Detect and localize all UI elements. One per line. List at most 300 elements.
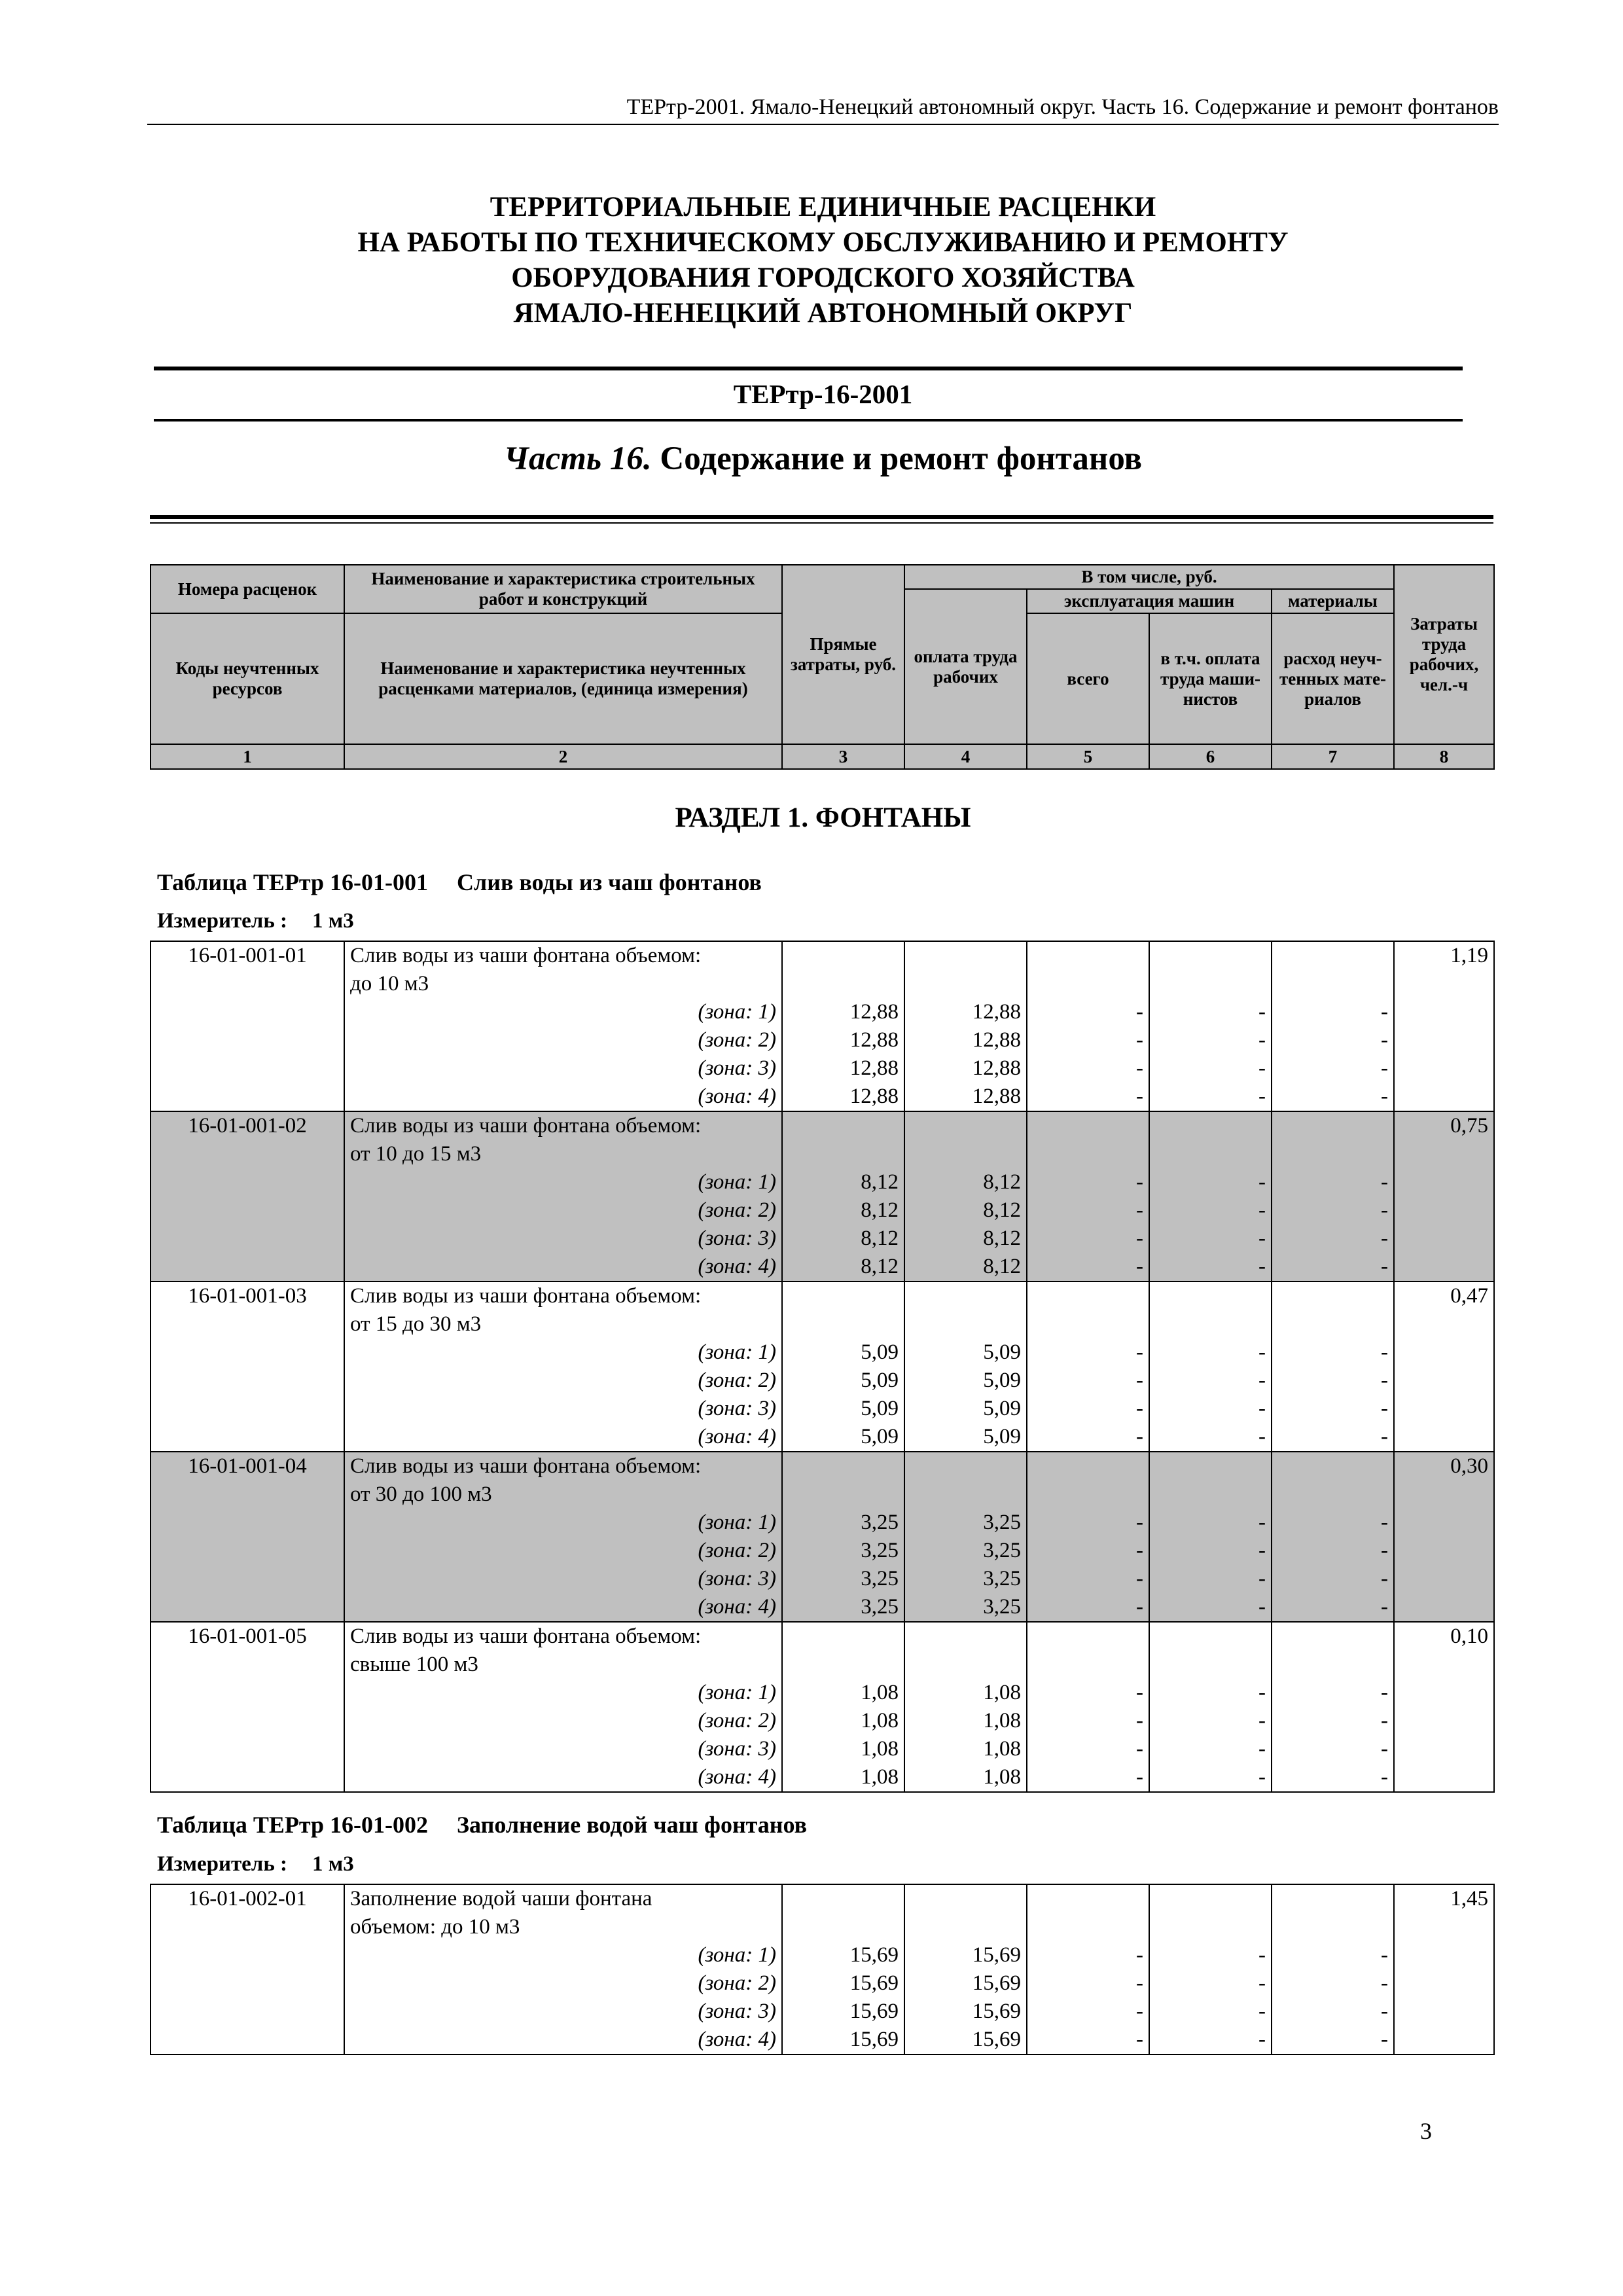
- rate-name-line: от 30 до 100 м3: [344, 1480, 782, 1509]
- empty-cell: [904, 1111, 1027, 1140]
- machine-cost: -: [1027, 1395, 1149, 1423]
- empty-cell: [151, 1913, 344, 1941]
- empty-cell: [904, 1480, 1027, 1509]
- wages: 1,08: [904, 1763, 1027, 1792]
- document-title: [147, 190, 1499, 331]
- material-cost: -: [1272, 1735, 1394, 1763]
- empty-cell: [1394, 998, 1494, 1026]
- rate-name-line: Слив воды из чаши фонтана объемом:: [344, 941, 782, 970]
- material-cost: -: [1272, 1593, 1394, 1622]
- empty-cell: [1394, 2026, 1494, 2054]
- zone-row: [151, 1537, 1494, 1565]
- direct-cost: 5,09: [782, 1395, 904, 1423]
- zone-row: [151, 1423, 1494, 1452]
- rate-name-line: Слив воды из чаши фонтана объемом:: [344, 1452, 782, 1480]
- zone-label: (зона: 4): [344, 1083, 782, 1111]
- zone-label: (зона: 2): [344, 1969, 782, 1998]
- empty-cell: [904, 1310, 1027, 1338]
- unit-label: Измеритель :: [157, 1852, 288, 1876]
- empty-cell: [151, 1253, 344, 1282]
- empty-cell: [1027, 1651, 1149, 1679]
- empty-cell: [151, 1707, 344, 1735]
- wages: 8,12: [904, 1196, 1027, 1225]
- material-cost: -: [1272, 1367, 1394, 1395]
- zone-row: [151, 998, 1494, 1026]
- wages: 3,25: [904, 1565, 1027, 1593]
- item-name-row: [151, 1310, 1494, 1338]
- operator-wages: -: [1149, 1196, 1272, 1225]
- zone-label: (зона: 3): [344, 1054, 782, 1083]
- empty-cell: [151, 1651, 344, 1679]
- wages: 3,25: [904, 1537, 1027, 1565]
- part-rule-thick: [150, 515, 1493, 519]
- machine-cost: -: [1027, 1338, 1149, 1367]
- wages: 15,69: [904, 1998, 1027, 2026]
- direct-cost: 12,88: [782, 1026, 904, 1054]
- rate-code: 16-01-001-02: [151, 1111, 344, 1140]
- zone-label: (зона: 3): [344, 1225, 782, 1253]
- empty-cell: [1149, 941, 1272, 970]
- operator-wages: -: [1149, 1367, 1272, 1395]
- empty-cell: [1272, 941, 1394, 970]
- title-line: ЯМАЛО-НЕНЕЦКИЙ АВТОНОМНЫЙ ОКРУГ: [513, 298, 1133, 329]
- header-work-name: Наименование и характеристика строительных работ и конструкций: [344, 565, 782, 613]
- unit-label: Измеритель :: [157, 909, 288, 933]
- rate-name-line: Слив воды из чаши фонтана объемом:: [344, 1282, 782, 1310]
- zone-label: (зона: 2): [344, 1367, 782, 1395]
- empty-cell: [782, 1913, 904, 1941]
- empty-cell: [1149, 1651, 1272, 1679]
- header-labor-costs: Затраты труда рабочих, чел.-ч: [1394, 565, 1494, 744]
- column-number: 1: [151, 744, 344, 769]
- machine-cost: -: [1027, 998, 1149, 1026]
- page-number: 3: [1420, 2118, 1432, 2144]
- empty-cell: [151, 1310, 344, 1338]
- machine-cost: -: [1027, 1707, 1149, 1735]
- empty-cell: [904, 1140, 1027, 1168]
- empty-cell: [1272, 1622, 1394, 1651]
- material-cost: -: [1272, 1253, 1394, 1282]
- machine-cost: -: [1027, 1735, 1149, 1763]
- empty-cell: [1394, 970, 1494, 998]
- unit-value: 1 м3: [312, 909, 354, 933]
- labor-cost: 0,10: [1394, 1622, 1494, 1651]
- operator-wages: -: [1149, 1168, 1272, 1196]
- empty-cell: [1394, 1593, 1494, 1622]
- zone-label: (зона: 2): [344, 1707, 782, 1735]
- zone-label: (зона: 4): [344, 1763, 782, 1792]
- empty-cell: [151, 1196, 344, 1225]
- wages: 8,12: [904, 1225, 1027, 1253]
- empty-cell: [151, 1083, 344, 1111]
- wages: 5,09: [904, 1423, 1027, 1452]
- empty-cell: [151, 1423, 344, 1452]
- empty-cell: [1149, 1884, 1272, 1913]
- item-name-row: [151, 1622, 1494, 1651]
- direct-cost: 15,69: [782, 1969, 904, 1998]
- zone-label: (зона: 4): [344, 2026, 782, 2054]
- title-rule-top: [154, 367, 1463, 370]
- zone-label: (зона: 4): [344, 1423, 782, 1452]
- machine-cost: -: [1027, 2026, 1149, 2054]
- rate-name-line: от 10 до 15 м3: [344, 1140, 782, 1168]
- empty-cell: [782, 1480, 904, 1509]
- empty-cell: [151, 1679, 344, 1707]
- empty-cell: [1027, 1884, 1149, 1913]
- empty-cell: [151, 1054, 344, 1083]
- empty-cell: [1394, 1913, 1494, 1941]
- item-name-row: [151, 1651, 1494, 1679]
- zone-row: [151, 1395, 1494, 1423]
- machine-cost: -: [1027, 1763, 1149, 1792]
- empty-cell: [151, 1338, 344, 1367]
- unit-value: 1 м3: [312, 1852, 354, 1876]
- zone-label: (зона: 2): [344, 1537, 782, 1565]
- rate-code: 16-01-001-03: [151, 1282, 344, 1310]
- empty-cell: [782, 941, 904, 970]
- zone-row: [151, 1593, 1494, 1622]
- empty-cell: [151, 1026, 344, 1054]
- direct-cost: 1,08: [782, 1763, 904, 1792]
- rates-table-body: [151, 1884, 1494, 2054]
- direct-cost: 1,08: [782, 1707, 904, 1735]
- wages: 8,12: [904, 1168, 1027, 1196]
- item-name-row: [151, 941, 1494, 970]
- empty-cell: [1149, 1452, 1272, 1480]
- wages: 5,09: [904, 1395, 1027, 1423]
- empty-cell: [904, 1884, 1027, 1913]
- machine-cost: -: [1027, 1593, 1149, 1622]
- operator-wages: -: [1149, 1565, 1272, 1593]
- operator-wages: -: [1149, 998, 1272, 1026]
- empty-cell: [1027, 1452, 1149, 1480]
- direct-cost: 5,09: [782, 1423, 904, 1452]
- column-number: 2: [344, 744, 782, 769]
- empty-cell: [1272, 1651, 1394, 1679]
- zone-label: (зона: 2): [344, 1026, 782, 1054]
- machine-cost: -: [1027, 1196, 1149, 1225]
- direct-cost: 15,69: [782, 2026, 904, 2054]
- machine-cost: -: [1027, 1565, 1149, 1593]
- empty-cell: [151, 2026, 344, 2054]
- zone-label: (зона: 3): [344, 1998, 782, 2026]
- item-name-row: [151, 1111, 1494, 1140]
- table-name: Слив воды из чаш фонтанов: [457, 869, 762, 895]
- empty-cell: [1272, 1452, 1394, 1480]
- direct-cost: 15,69: [782, 1998, 904, 2026]
- title-rule-bottom: [154, 419, 1463, 422]
- operator-wages: -: [1149, 1395, 1272, 1423]
- empty-cell: [1272, 970, 1394, 998]
- operator-wages: -: [1149, 1735, 1272, 1763]
- empty-cell: [1394, 1565, 1494, 1593]
- machine-cost: -: [1027, 1423, 1149, 1452]
- material-cost: -: [1272, 1423, 1394, 1452]
- operator-wages: -: [1149, 1338, 1272, 1367]
- machine-cost: -: [1027, 1253, 1149, 1282]
- empty-cell: [151, 1480, 344, 1509]
- zone-label: (зона: 4): [344, 1253, 782, 1282]
- operator-wages: -: [1149, 1593, 1272, 1622]
- machine-cost: -: [1027, 1998, 1149, 2026]
- empty-cell: [151, 1941, 344, 1969]
- material-cost: -: [1272, 2026, 1394, 2054]
- zone-label: (зона: 1): [344, 1509, 782, 1537]
- empty-cell: [1394, 1480, 1494, 1509]
- header-materials: материалы: [1272, 589, 1394, 613]
- zone-row: [151, 1763, 1494, 1792]
- wages: 12,88: [904, 1083, 1027, 1111]
- item-name-row: [151, 1452, 1494, 1480]
- zone-row: [151, 1225, 1494, 1253]
- empty-cell: [1394, 1168, 1494, 1196]
- material-cost: -: [1272, 1509, 1394, 1537]
- column-header-table: [150, 564, 1495, 770]
- empty-cell: [782, 1452, 904, 1480]
- material-cost: -: [1272, 1969, 1394, 1998]
- direct-cost: 3,25: [782, 1509, 904, 1537]
- empty-cell: [782, 1622, 904, 1651]
- header-rate-numbers: Номера расценок: [151, 565, 344, 613]
- empty-cell: [1027, 1913, 1149, 1941]
- table-code: Таблица ТЕРтр 16-01-002: [157, 1812, 429, 1838]
- material-cost: -: [1272, 1941, 1394, 1969]
- material-cost: -: [1272, 1026, 1394, 1054]
- empty-cell: [1027, 941, 1149, 970]
- zone-row: [151, 1026, 1494, 1054]
- rate-name-line: от 15 до 30 м3: [344, 1310, 782, 1338]
- direct-cost: 8,12: [782, 1168, 904, 1196]
- rate-name-line: свыше 100 м3: [344, 1651, 782, 1679]
- zone-row: [151, 1367, 1494, 1395]
- machine-cost: -: [1027, 1679, 1149, 1707]
- operator-wages: -: [1149, 1083, 1272, 1111]
- empty-cell: [1394, 1225, 1494, 1253]
- machine-cost: -: [1027, 1537, 1149, 1565]
- zone-label: (зона: 1): [344, 1679, 782, 1707]
- zone-label: (зона: 1): [344, 1338, 782, 1367]
- rate-code: 16-01-002-01: [151, 1884, 344, 1913]
- direct-cost: 1,08: [782, 1679, 904, 1707]
- empty-cell: [151, 1969, 344, 1998]
- empty-cell: [1149, 1310, 1272, 1338]
- table-unit: [157, 1852, 354, 1876]
- zone-label: (зона: 3): [344, 1735, 782, 1763]
- empty-cell: [904, 1651, 1027, 1679]
- zone-label: (зона: 1): [344, 1168, 782, 1196]
- operator-wages: -: [1149, 1998, 1272, 2026]
- operator-wages: -: [1149, 1509, 1272, 1537]
- empty-cell: [1394, 1941, 1494, 1969]
- rate-code: 16-01-001-04: [151, 1452, 344, 1480]
- wages: 15,69: [904, 1941, 1027, 1969]
- direct-cost: 5,09: [782, 1338, 904, 1367]
- operator-wages: -: [1149, 2026, 1272, 2054]
- machine-cost: -: [1027, 1026, 1149, 1054]
- zone-row: [151, 1054, 1494, 1083]
- machine-cost: -: [1027, 1083, 1149, 1111]
- empty-cell: [151, 1763, 344, 1792]
- empty-cell: [1394, 1367, 1494, 1395]
- table-caption: [157, 869, 762, 896]
- direct-cost: 3,25: [782, 1565, 904, 1593]
- rate-code: 16-01-001-05: [151, 1622, 344, 1651]
- rate-name-line: Слив воды из чаши фонтана объемом:: [344, 1111, 782, 1140]
- item-name-row: [151, 1140, 1494, 1168]
- table-unit: [157, 909, 354, 933]
- machine-cost: -: [1027, 1509, 1149, 1537]
- empty-cell: [1394, 1509, 1494, 1537]
- empty-cell: [1394, 1679, 1494, 1707]
- table-name: Заполнение водой чаш фонтанов: [457, 1812, 808, 1838]
- wages: 5,09: [904, 1367, 1027, 1395]
- rates-table: [150, 941, 1495, 1793]
- material-cost: -: [1272, 1537, 1394, 1565]
- empty-cell: [151, 1537, 344, 1565]
- operator-wages: -: [1149, 1225, 1272, 1253]
- wages: 3,25: [904, 1593, 1027, 1622]
- empty-cell: [782, 1282, 904, 1310]
- direct-cost: 8,12: [782, 1196, 904, 1225]
- empty-cell: [1149, 1480, 1272, 1509]
- empty-cell: [1272, 1884, 1394, 1913]
- empty-cell: [782, 1310, 904, 1338]
- wages: 3,25: [904, 1509, 1027, 1537]
- empty-cell: [1149, 1140, 1272, 1168]
- empty-cell: [1272, 1310, 1394, 1338]
- empty-cell: [1027, 970, 1149, 998]
- wages: 12,88: [904, 1054, 1027, 1083]
- empty-cell: [782, 970, 904, 998]
- empty-cell: [1149, 1913, 1272, 1941]
- empty-cell: [904, 941, 1027, 970]
- material-cost: -: [1272, 1196, 1394, 1225]
- rate-name-line: до 10 м3: [344, 970, 782, 998]
- empty-cell: [151, 1565, 344, 1593]
- column-number: 4: [904, 744, 1027, 769]
- title-line: НА РАБОТЫ ПО ТЕХНИЧЕСКОМУ ОБСЛУЖИВАНИЮ И РЕМОНТУ: [357, 227, 1289, 258]
- zone-row: [151, 1679, 1494, 1707]
- empty-cell: [151, 1140, 344, 1168]
- header-total: всего: [1027, 613, 1149, 744]
- zone-label: (зона: 1): [344, 998, 782, 1026]
- item-name-row: [151, 970, 1494, 998]
- empty-cell: [1394, 1310, 1494, 1338]
- direct-cost: 12,88: [782, 1083, 904, 1111]
- zone-label: (зона: 1): [344, 1941, 782, 1969]
- machine-cost: -: [1027, 1941, 1149, 1969]
- empty-cell: [151, 998, 344, 1026]
- running-header: ТЕРтр-2001. Ямало-Ненецкий автономный округ. Часть 16. Содержание и ремонт фонтанов: [147, 95, 1499, 125]
- empty-cell: [151, 1395, 344, 1423]
- empty-cell: [1394, 1253, 1494, 1282]
- empty-cell: [151, 1225, 344, 1253]
- direct-cost: 8,12: [782, 1253, 904, 1282]
- empty-cell: [151, 970, 344, 998]
- material-cost: -: [1272, 1763, 1394, 1792]
- operator-wages: -: [1149, 1707, 1272, 1735]
- machine-cost: -: [1027, 1969, 1149, 1998]
- direct-cost: 1,08: [782, 1735, 904, 1763]
- wages: 5,09: [904, 1338, 1027, 1367]
- operator-wages: -: [1149, 1941, 1272, 1969]
- material-cost: -: [1272, 998, 1394, 1026]
- direct-cost: 5,09: [782, 1367, 904, 1395]
- wages: 1,08: [904, 1679, 1027, 1707]
- document-code: ТЕРтр-16-2001: [733, 379, 913, 409]
- empty-cell: [1027, 1111, 1149, 1140]
- empty-cell: [1149, 970, 1272, 998]
- zone-label: (зона: 2): [344, 1196, 782, 1225]
- empty-cell: [1394, 1651, 1494, 1679]
- machine-cost: -: [1027, 1054, 1149, 1083]
- direct-cost: 15,69: [782, 1941, 904, 1969]
- machine-cost: -: [1027, 1367, 1149, 1395]
- labor-cost: 0,30: [1394, 1452, 1494, 1480]
- title-line: ОБОРУДОВАНИЯ ГОРОДСКОГО ХОЗЯЙСТВА: [511, 262, 1135, 293]
- rate-name-line: объемом: до 10 м3: [344, 1913, 782, 1941]
- wages: 15,69: [904, 2026, 1027, 2054]
- empty-cell: [151, 1735, 344, 1763]
- wages: 1,08: [904, 1735, 1027, 1763]
- part-title-prefix: Часть 16.: [503, 440, 652, 477]
- header-resource-codes: Коды неучтенных ресурсов: [151, 613, 344, 744]
- material-cost: -: [1272, 1998, 1394, 2026]
- header-wages: оплата труда рабочих: [904, 589, 1027, 744]
- empty-cell: [782, 1651, 904, 1679]
- zone-row: [151, 1338, 1494, 1367]
- direct-cost: 12,88: [782, 998, 904, 1026]
- item-name-row: [151, 1480, 1494, 1509]
- empty-cell: [1272, 1282, 1394, 1310]
- empty-cell: [782, 1140, 904, 1168]
- rates-table: [150, 1884, 1495, 2055]
- empty-cell: [1394, 1423, 1494, 1452]
- zone-row: [151, 1083, 1494, 1111]
- operator-wages: -: [1149, 1423, 1272, 1452]
- zone-row: [151, 1196, 1494, 1225]
- column-number: 3: [782, 744, 904, 769]
- wages: 12,88: [904, 1026, 1027, 1054]
- empty-cell: [1272, 1111, 1394, 1140]
- labor-cost: 0,47: [1394, 1282, 1494, 1310]
- zone-row: [151, 1941, 1494, 1969]
- empty-cell: [904, 1282, 1027, 1310]
- header-direct-costs: Прямые затраты, руб.: [782, 565, 904, 744]
- empty-cell: [1394, 1395, 1494, 1423]
- table-code: Таблица ТЕРтр 16-01-001: [157, 869, 429, 895]
- direct-cost: 12,88: [782, 1054, 904, 1083]
- part-title: [147, 440, 1499, 478]
- wages: 8,12: [904, 1253, 1027, 1282]
- direct-cost: 8,12: [782, 1225, 904, 1253]
- rate-name-line: Заполнение водой чаши фонтана: [344, 1884, 782, 1913]
- zone-row: [151, 1509, 1494, 1537]
- empty-cell: [1394, 1537, 1494, 1565]
- empty-cell: [1027, 1310, 1149, 1338]
- wages: 15,69: [904, 1969, 1027, 1998]
- column-number: 8: [1394, 744, 1494, 769]
- material-cost: -: [1272, 1054, 1394, 1083]
- empty-cell: [1394, 1054, 1494, 1083]
- operator-wages: -: [1149, 1763, 1272, 1792]
- empty-cell: [1149, 1282, 1272, 1310]
- header-unaccounted-materials: расход неуч-тенных мате-риалов: [1272, 613, 1394, 744]
- machine-cost: -: [1027, 1225, 1149, 1253]
- empty-cell: [1394, 1026, 1494, 1054]
- title-line: ТЕРРИТОРИАЛЬНЫЕ ЕДИНИЧНЫЕ РАСЦЕНКИ: [490, 192, 1156, 223]
- material-cost: -: [1272, 1338, 1394, 1367]
